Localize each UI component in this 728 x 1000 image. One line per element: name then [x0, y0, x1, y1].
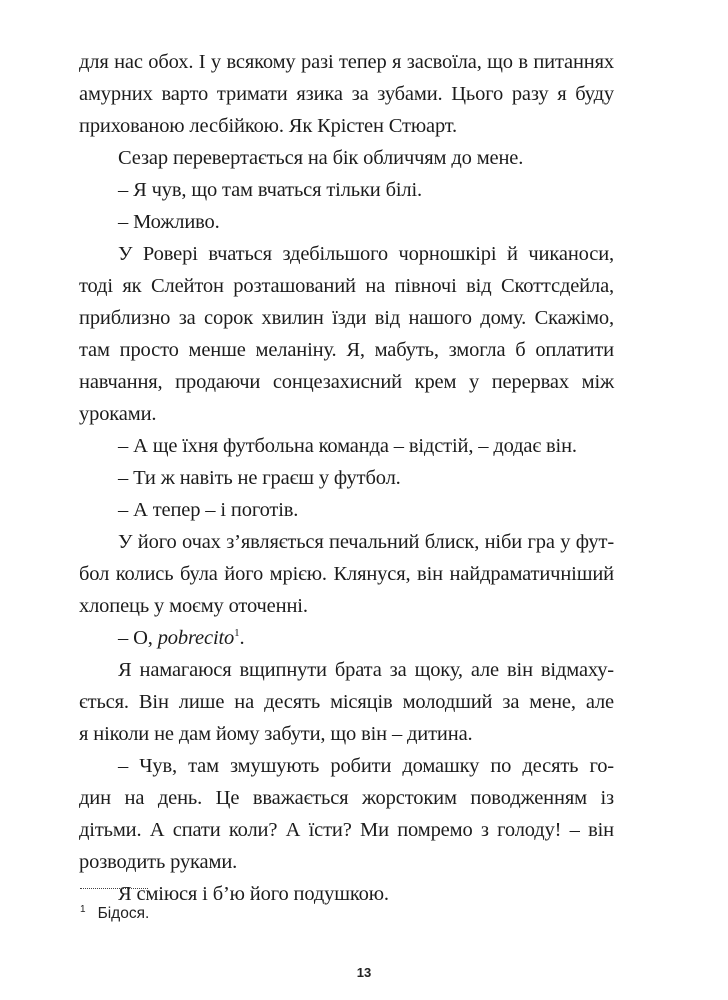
dialogue-line: – А ще їхня футбольна команда – відстій, – додає він. [118, 435, 577, 457]
text-line: я ніколи не дам йому забути, що він – дитина. [79, 723, 473, 745]
text-line: Сезар перевертається на бік обличчям до мене. [118, 147, 524, 169]
text-line: там просто менше меланіну. Я, мабуть, змогла б оплатити [79, 339, 614, 361]
text-line: для нас обох. І у всякому разі тепер я засвоїла, що в питаннях [79, 51, 614, 73]
dialogue-line: – Я чув, що там вчаться тільки білі. [118, 179, 423, 201]
text-line: дітьми. А спати коли? А їсти? Ми помремо з голоду! – він [79, 819, 614, 841]
text-line: навчання, продаючи сонцезахисний крем у перервах між [79, 371, 614, 393]
dialogue-line: – Ти ж навіть не граєш у футбол. [118, 467, 401, 489]
footnote-divider [80, 888, 148, 889]
italic-word: pobrecito [157, 627, 235, 649]
dialogue-prefix: – О, [118, 627, 158, 649]
dialogue-line: – А тепер – і поготів. [118, 499, 299, 521]
text-line: бол колись була його мрією. Клянуся, він найдраматичніший [79, 563, 614, 585]
footnote-reference: 1 [234, 627, 240, 640]
text-line: розводить руками. [79, 851, 238, 873]
footnote-text: Бідося. [97, 905, 150, 923]
text-line: ється. Він лише на десять місяців молодший за мене, але [79, 691, 614, 713]
page-number: 13 [356, 965, 372, 980]
text-line: тоді як Слейтон розташований на півночі від Скоттсдейла, [79, 275, 614, 297]
footnote [80, 900, 149, 924]
text-line: прихованою лесбійкою. Як Крістен Стюарт. [79, 115, 458, 137]
body-text [79, 46, 614, 910]
text-line: У його очах з’являється печальний блиск, ніби гра у фут- [118, 531, 614, 553]
dialogue-line: – Можливо. [118, 211, 220, 233]
text-line: приблизно за сорок хвилин їзди від нашого дому. Скажімо, [79, 307, 614, 329]
dialogue-line: – О, pobrecito$^1$. [118, 627, 245, 649]
text-line: хлопець у моєму оточенні. [79, 595, 308, 617]
dialogue-line: – Чув, там змушують робити домашку по десять го- [118, 755, 614, 777]
text-line: Я сміюся і б’ю його подушкою. [118, 883, 389, 905]
text-line: амурних варто тримати язика за зубами. Цього разу я буду [79, 83, 614, 105]
text-line: уроками. [79, 403, 157, 425]
text-line: дин на день. Це вважається жорстоким поводженням із [79, 787, 614, 809]
text-line: У Ровері вчаться здебільшого чорношкірі й чиканоси, [118, 243, 614, 265]
text-line: Я намагаюся вщипнути брата за щоку, але він відмаху- [118, 659, 614, 681]
footnote-mark: 1 [80, 904, 86, 915]
